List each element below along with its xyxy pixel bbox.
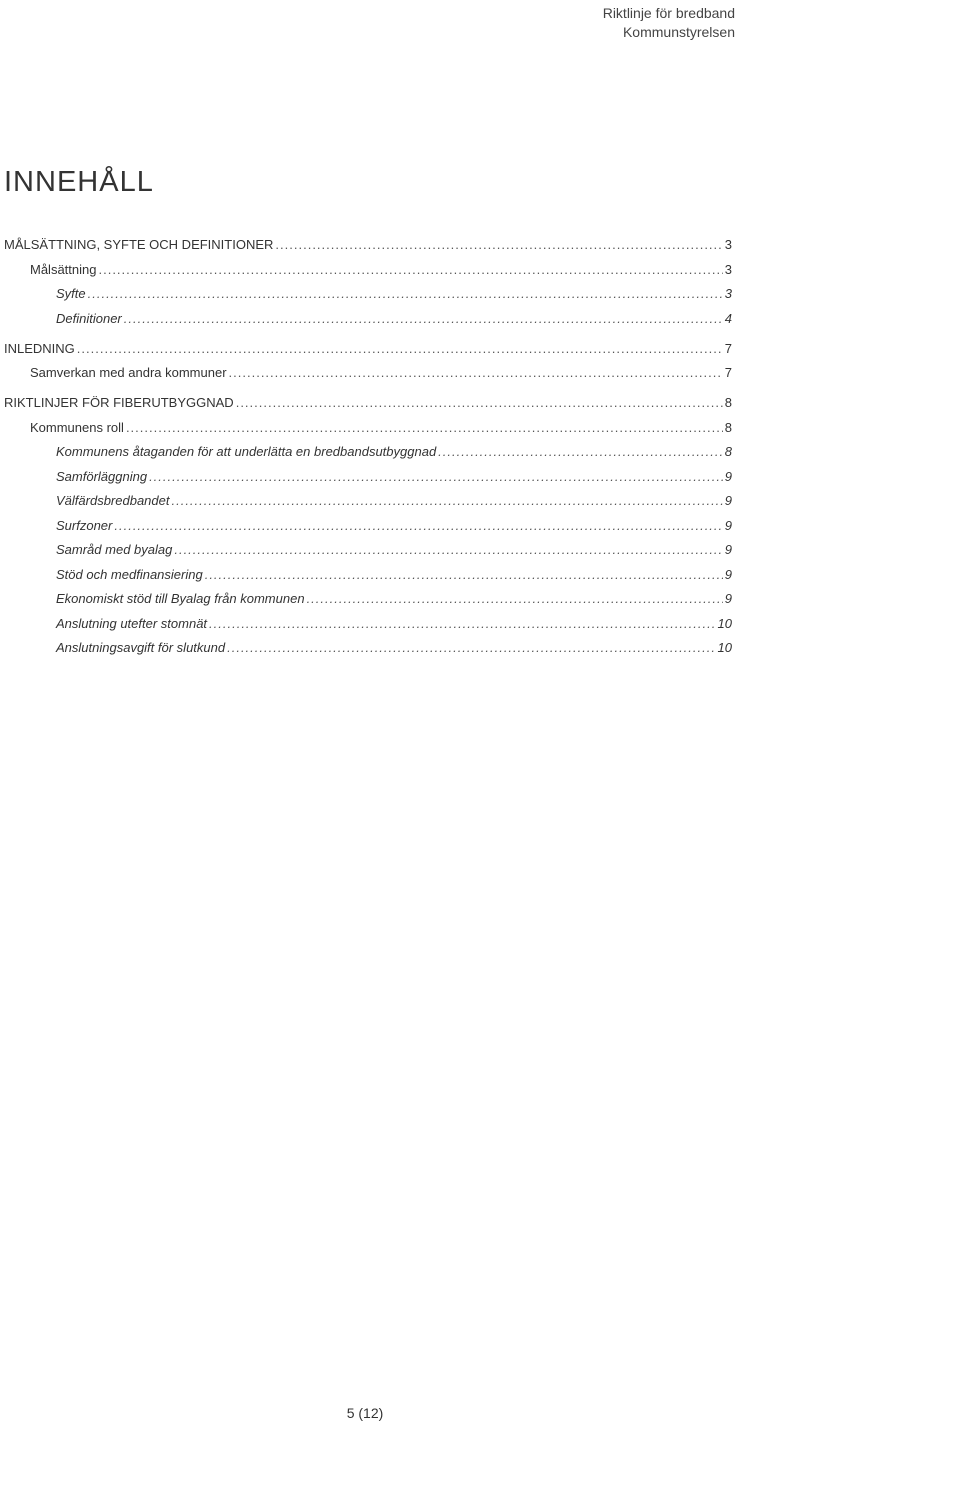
toc-entry-label: RIKTLINJER FÖR FIBERUTBYGGNAD: [4, 395, 234, 410]
toc-entry-page: 8: [724, 420, 732, 435]
toc-entry-syfte[interactable]: [56, 285, 732, 303]
toc-entry-page: 9: [724, 518, 732, 533]
toc-leader-dots: [205, 566, 723, 584]
toc-entry-label: Syfte: [56, 286, 86, 301]
toc-entry-label: Surfzoner: [56, 518, 113, 533]
toc-entry-riktlinjer[interactable]: [4, 394, 732, 412]
toc-entry-page: 8: [724, 444, 732, 459]
toc-leader-dots: [174, 541, 722, 559]
toc-entry-page: 8: [724, 395, 732, 410]
toc-leader-dots: [209, 615, 716, 633]
toc-entry-inledning[interactable]: [4, 340, 732, 358]
toc-leader-dots: [275, 236, 722, 254]
toc-entry-label: Kommunens roll: [30, 420, 124, 435]
toc-entry-page: 10: [717, 616, 732, 631]
toc-leader-dots: [126, 419, 723, 437]
toc-entry-page: 9: [724, 469, 732, 484]
toc-entry-label: Samråd med byalag: [56, 542, 173, 557]
toc-entry-page: 4: [724, 311, 732, 326]
toc-entry-anslutningsavgift[interactable]: [56, 639, 732, 657]
toc-entry-page: 9: [724, 567, 732, 582]
toc-entry-label: Samverkan med andra kommuner: [30, 365, 227, 380]
page-header: [603, 4, 735, 42]
toc-entry-page: 9: [724, 542, 732, 557]
page-number: 5 (12): [346, 1405, 384, 1421]
toc-entry-samverkan[interactable]: [30, 364, 732, 382]
toc-leader-dots: [88, 285, 723, 303]
toc-leader-dots: [171, 492, 722, 510]
toc-entry-label: Samförläggning: [56, 469, 148, 484]
toc-entry-kommunens-ataganden[interactable]: [56, 443, 732, 461]
toc-entry-label: Målsättning: [30, 262, 97, 277]
header-document-title: Riktlinje för bredband: [602, 5, 735, 21]
toc-entry-label: Ekonomiskt stöd till Byalag från kommunen: [56, 591, 305, 606]
toc-entry-label: Anslutning utefter stomnät: [56, 616, 208, 631]
toc-entry-surfzoner[interactable]: [56, 517, 732, 535]
toc-entry-malsattning-syfte-definitioner[interactable]: [4, 236, 732, 254]
toc-leader-dots: [236, 394, 723, 412]
toc-entry-page: 3: [724, 237, 732, 252]
toc-title: INNEHÅLL: [4, 166, 154, 198]
toc-entry-page: 9: [724, 493, 732, 508]
toc-entry-page: 7: [724, 365, 732, 380]
toc-entry-label: Definitioner: [56, 311, 122, 326]
toc-entry-page: 7: [724, 341, 732, 356]
toc-entry-page: 10: [717, 640, 732, 655]
toc-leader-dots: [114, 517, 722, 535]
toc-entry-malsattning[interactable]: [30, 261, 732, 279]
toc-entry-label: MÅLSÄTTNING, SYFTE OCH DEFINITIONER: [4, 237, 274, 252]
toc-entry-page: 9: [724, 591, 732, 606]
toc-entry-samrad-med-byalag[interactable]: [56, 541, 732, 559]
toc-leader-dots: [438, 443, 723, 461]
toc-leader-dots: [227, 639, 715, 657]
toc-entry-label: Kommunens åtaganden för att underlätta en bredbandsutbyggnad: [56, 444, 437, 459]
toc-entry-valfardsbredbandet[interactable]: [56, 492, 732, 510]
toc-leader-dots: [98, 261, 722, 279]
toc-entry-label: Välfärdsbredbandet: [56, 493, 170, 508]
toc-leader-dots: [124, 310, 723, 328]
toc-leader-dots: [149, 468, 723, 486]
toc-entry-kommunens-roll[interactable]: [30, 419, 732, 437]
toc-entry-label: Anslutningsavgift för slutkund: [56, 640, 226, 655]
toc-entry-page: 3: [724, 262, 732, 277]
header-department: Kommunstyrelsen: [622, 24, 735, 40]
toc-leader-dots: [77, 340, 723, 358]
toc-entry-label: INLEDNING: [4, 341, 75, 356]
toc-entry-definitioner[interactable]: [56, 310, 732, 328]
toc-entry-samforlaggning[interactable]: [56, 468, 732, 486]
toc-entry-page: 3: [724, 286, 732, 301]
toc-entry-stod-och-medfinansiering[interactable]: [56, 566, 732, 584]
toc-entry-label: Stöd och medfinansiering: [56, 567, 203, 582]
toc-leader-dots: [229, 364, 723, 382]
toc-entry-ekonomiskt-stod[interactable]: [56, 590, 732, 608]
toc-leader-dots: [307, 590, 723, 608]
toc-entry-anslutning-utefter-stomnat[interactable]: [56, 615, 732, 633]
